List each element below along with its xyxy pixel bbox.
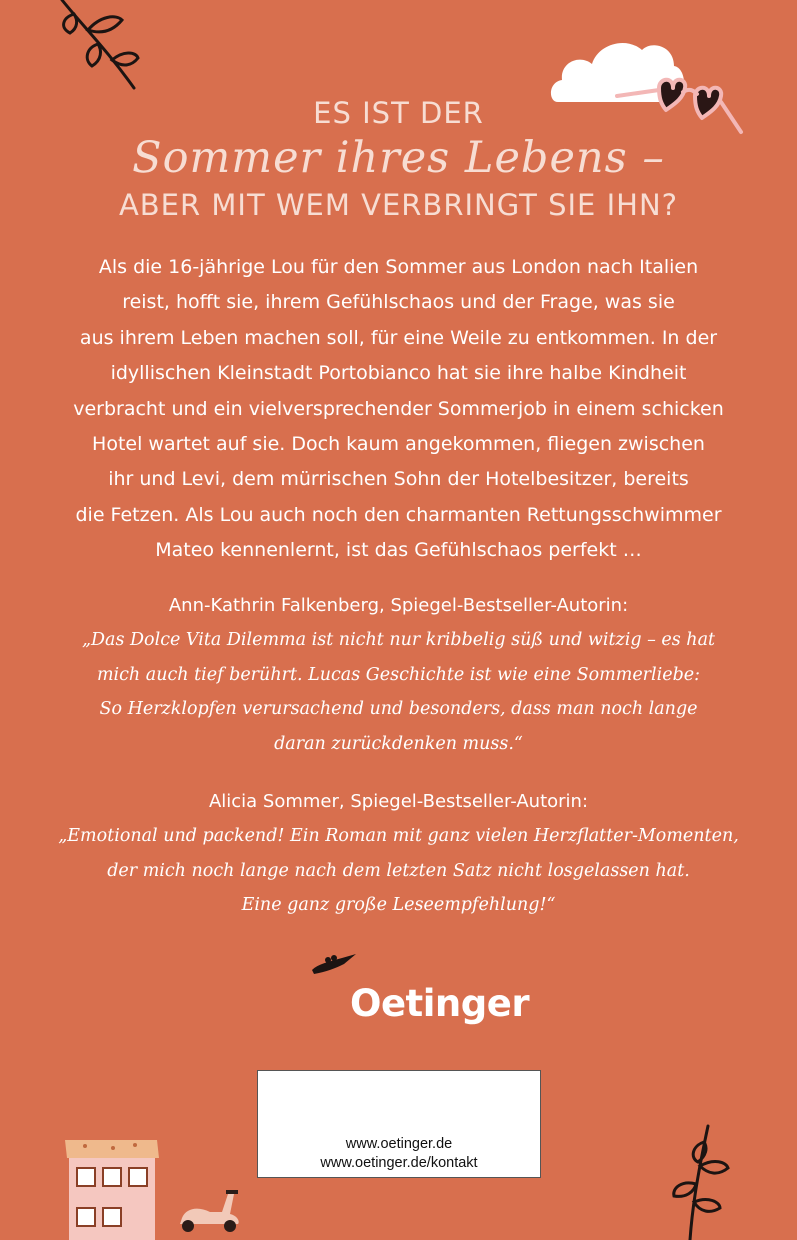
blurb-line: Als die 16-jährige Lou für den Sommer aus London nach Italien [98, 256, 699, 278]
blurb-line: verbracht und ein vielversprechender Sommerjob in einem schicken [73, 397, 724, 420]
review-line: mich auch tief berührt. Lucas Geschichte ist wie eine Sommerliebe: [96, 664, 701, 685]
blurb-line: Hotel wartet auf sie. Doch kaum angekommen, fliegen zwischen [92, 433, 705, 456]
publisher-logo-icon [298, 946, 358, 996]
blurb-line: Mateo kennenlernt, ist das Gefühlschaos perfekt … [155, 539, 642, 562]
review-line: „Das Dolce Vita Dilemma ist nicht nur kribbelig süß und witzig – es hat [81, 630, 716, 650]
review-line: „Emotional und packend! Ein Roman mit ganz vielen Herzflatter-Momenten, [58, 826, 739, 846]
review-quote [0, 784, 797, 923]
review-author: Ann-Kathrin Falkenberg, Spiegel-Bestseller-Autorin: [168, 595, 629, 616]
review-line: der mich noch lange nach dem letzten Satz nicht losgelassen hat. [107, 860, 690, 881]
blurb-line: reist, hofft sie, ihrem Gefühlschaos und der Frage, was sie [122, 291, 675, 314]
review-quote [0, 588, 797, 761]
tagline-line-3: ABER MIT WEM VERBRINGT SIE IHN? [118, 188, 679, 222]
blurb-text [60, 250, 737, 569]
review-line: So Herzklopfen verursachend und besonders, dass man noch lange [99, 699, 698, 719]
scooter-icon [172, 1188, 244, 1234]
review-line: Eine ganz große Leseempfehlung!“ [241, 895, 556, 915]
review-line: daran zurückdenken muss.“ [274, 733, 523, 754]
branch-icon [52, 0, 142, 95]
publisher-contact-url[interactable]: www.oetinger.de/kontakt [320, 1155, 478, 1171]
house-icon [65, 1136, 160, 1240]
blurb-line: idyllischen Kleinstadt Portobianco hat sie ihre halbe Kindheit [110, 362, 687, 385]
blurb-line: die Fetzen. Als Lou auch noch den charmanten Rettungsschwimmer [75, 503, 722, 526]
blurb-line: aus ihrem Leben machen soll, für eine Weile zu entkommen. In der [79, 326, 718, 349]
branch-icon [660, 1122, 740, 1240]
blurb-line: ihr und Levi, dem mürrischen Sohn der Hotelbesitzer, bereits [108, 468, 689, 491]
tagline-line-1: ES IST DER [313, 96, 484, 130]
publisher-name: Oetinger [350, 982, 530, 1025]
tagline-line-2: Sommer ihres Lebens – [132, 133, 665, 183]
review-author: Alicia Sommer, Spiegel-Bestseller-Autorin: [208, 791, 589, 812]
barcode-area [257, 1070, 541, 1178]
publisher-url[interactable]: www.oetinger.de [345, 1136, 453, 1152]
